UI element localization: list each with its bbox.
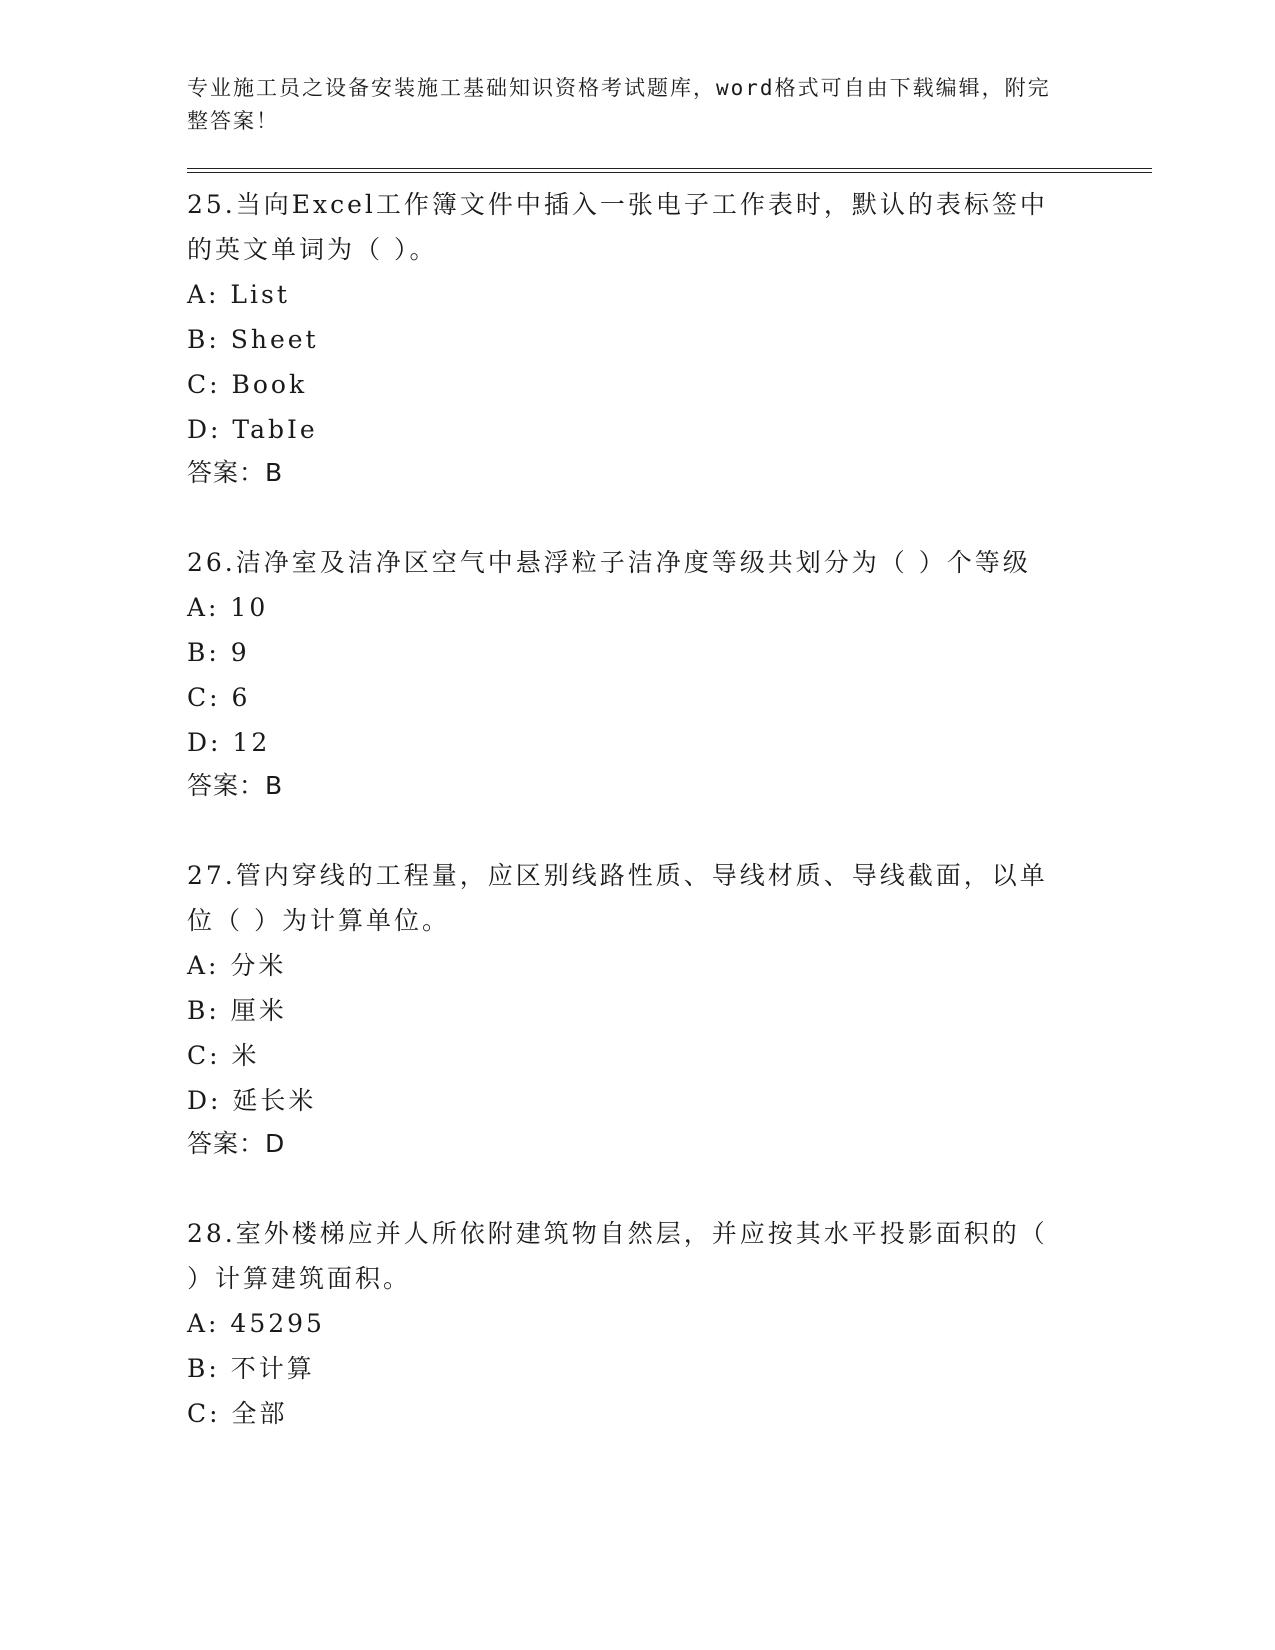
option-c: C: 全部: [187, 1399, 288, 1428]
option-d: D: 延长米: [187, 1086, 317, 1115]
answer-line: 答案：B: [187, 771, 284, 800]
question-text: 25.当向Excel工作簿文件中插入一张电子工作表时，默认的表标签中的英文单词为（ ）。: [187, 190, 1048, 264]
option-b: B: 厘米: [187, 996, 287, 1025]
question-text: 28.室外楼梯应并人所依附建筑物自然层，并应按其水平投影面积的（ ）计算建筑面积。: [187, 1219, 1048, 1293]
question-28: [187, 1211, 1167, 1436]
question-25: [187, 182, 1167, 494]
question-text: 27.管内穿线的工程量，应区别线路性质、导线材质、导线截面，以单位（ ）为计算单位。: [187, 861, 1048, 935]
option-c: C: 6: [187, 683, 251, 712]
answer-line: 答案：B: [187, 458, 284, 487]
option-a: A: 10: [187, 593, 269, 622]
option-d: D: 12: [187, 728, 271, 757]
question-27: [187, 853, 1167, 1165]
option-a: A: List: [187, 280, 290, 309]
option-b: B: 9: [187, 638, 250, 667]
option-a: A: 分米: [187, 951, 287, 980]
answer-line: 答案：D: [187, 1129, 286, 1158]
question-26: [187, 540, 1167, 807]
option-b: B: 不计算: [187, 1354, 315, 1383]
option-c: C: Book: [187, 370, 308, 399]
option-d: D: TabIe: [187, 415, 318, 444]
header-divider: [187, 168, 1152, 173]
document-intro: 专业施工员之设备安装施工基础知识资格考试题库，word格式可自由下载编辑，附完整答案！: [187, 76, 1051, 133]
option-a: A: 45295: [187, 1309, 325, 1338]
question-text: 26.洁净室及洁净区空气中悬浮粒子洁净度等级共划分为（ ）个等级: [187, 548, 1031, 577]
option-c: C: 米: [187, 1041, 260, 1070]
document-page: [187, 72, 1167, 1436]
option-b: B: Sheet: [187, 325, 319, 354]
